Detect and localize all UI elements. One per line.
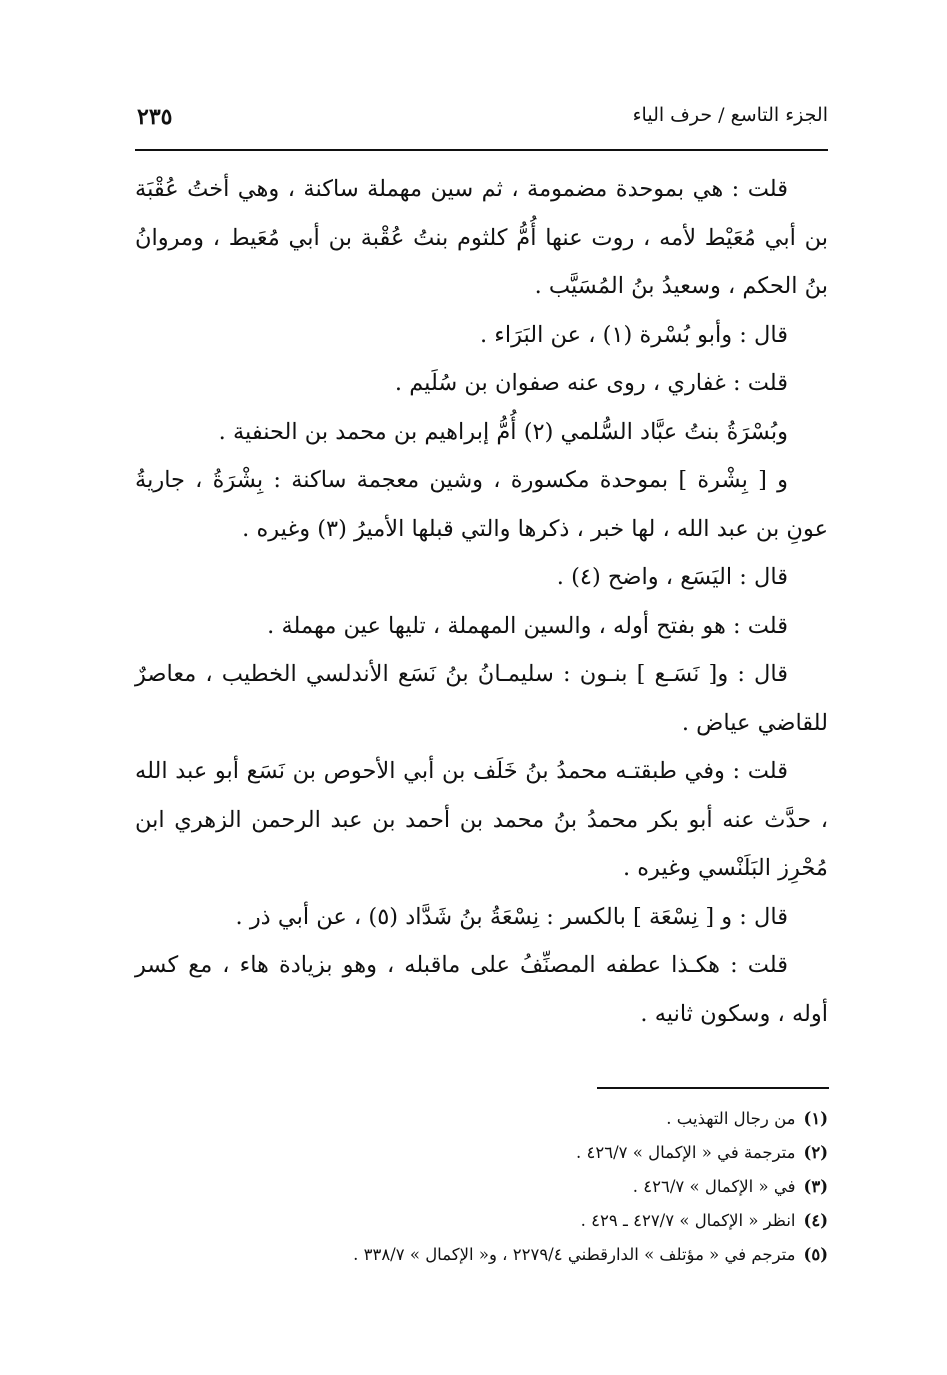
footnote-number: (٢) xyxy=(803,1143,828,1162)
footnote xyxy=(135,1136,828,1170)
footnote xyxy=(135,1238,828,1272)
footnote-text: انظر « الإكمال » ٤٢٧/٧ ـ ٤٢٩ . xyxy=(580,1211,796,1230)
main-text xyxy=(135,165,828,1038)
header-divider xyxy=(135,149,828,151)
paragraph: قال : وأبو بُسْرة (١) ، عن البَرَاء . xyxy=(479,321,788,348)
page-number: ٢٣٥ xyxy=(137,104,173,130)
footnote-number: (٣) xyxy=(803,1177,828,1196)
paragraph: قلت : وفي طبقتـه محمدُ بنُ خَلَف بن أبي الأحوص بن نَسَع أبو عبد الله ، حدَّث عنه أبو بكر محمدُ بنُ محمد بن أحمد بن عبد الرحمن الزهري ابن مُحْرِز البَلَنْسي وغيره . xyxy=(135,758,828,881)
footnote xyxy=(135,1170,828,1204)
paragraph: قال : اليَسَع ، واضح (٤) . xyxy=(556,564,788,590)
paragraph: قال : و[ نَسَـع ] بنـون : سليمـانُ بنُ نَسَع الأندلسي الخطيب ، معاصرٌ للقاضي عياض . xyxy=(135,661,828,736)
paragraph: وبُسْرَةُ بنتُ عبَّاد السُّلمي (٢) أُمُّ إبراهيم بن محمد بن الحنفية . xyxy=(218,418,788,445)
page-header xyxy=(135,100,828,140)
footnotes xyxy=(135,1102,828,1272)
paragraph: و [ بِشْرة ] بموحدة مكسورة ، وشين معجمة ساكنة : بِشْرَةُ ، جاريةُ عونِ بن عبد الله ، لها خبر ، ذكرها والتي قبلها الأميرُ (٣) وغيره . xyxy=(135,467,828,542)
footnote-number: (٤) xyxy=(803,1211,828,1230)
footnote xyxy=(135,1204,828,1238)
paragraph: قال : و [ نِسْعَة ] بالكسر : نِسْعَةُ بنُ شَدَّاد (٥) ، عن أبي ذر . xyxy=(235,903,788,930)
paragraph: قلت : هو بفتح أوله ، والسين المهملة ، تليها عين مهملة . xyxy=(267,612,788,639)
running-title: الجزء التاسع / حرف الياء xyxy=(632,104,828,126)
paragraph: قلت : هي بموحدة مضمومة ، ثم سين مهملة ساكنة ، وهي أختُ عُقْبَة بن أبي مُعَيْط لأمه ، روت عنها أُمُّ كلثوم بنتُ عُقْبة بن أبي مُعَيط ، ومروانُ بنُ الحكم ، وسعيدُ بنُ المُسَيَّب . xyxy=(135,176,828,299)
footnote-number: (٥) xyxy=(803,1245,828,1264)
footnote-text: مترجمة في « الإكمال » ٤٢٦/٧ . xyxy=(576,1143,796,1162)
paragraph: قلت : هكـذا عطفه المصنِّفُ على ماقبله ، وهو بزيادة هاء ، مع كسر أوله ، وسكون ثانيه . xyxy=(135,952,828,1027)
footnote-divider xyxy=(597,1087,829,1089)
footnote-number: (١) xyxy=(803,1109,828,1128)
footnote-text: مترجم في « مؤتلف » الدارقطني ٢٢٧٩/٤ ، و« الإكمال » ٣٣٨/٧ . xyxy=(353,1245,796,1264)
footnote xyxy=(135,1102,828,1136)
footnote-text: في « الإكمال » ٤٢٦/٧ . xyxy=(632,1177,796,1196)
paragraph: قلت : غفاري ، روى عنه صفوان بن سُلَيم . xyxy=(394,370,788,396)
footnote-text: من رجال التهذيب . xyxy=(666,1109,796,1128)
